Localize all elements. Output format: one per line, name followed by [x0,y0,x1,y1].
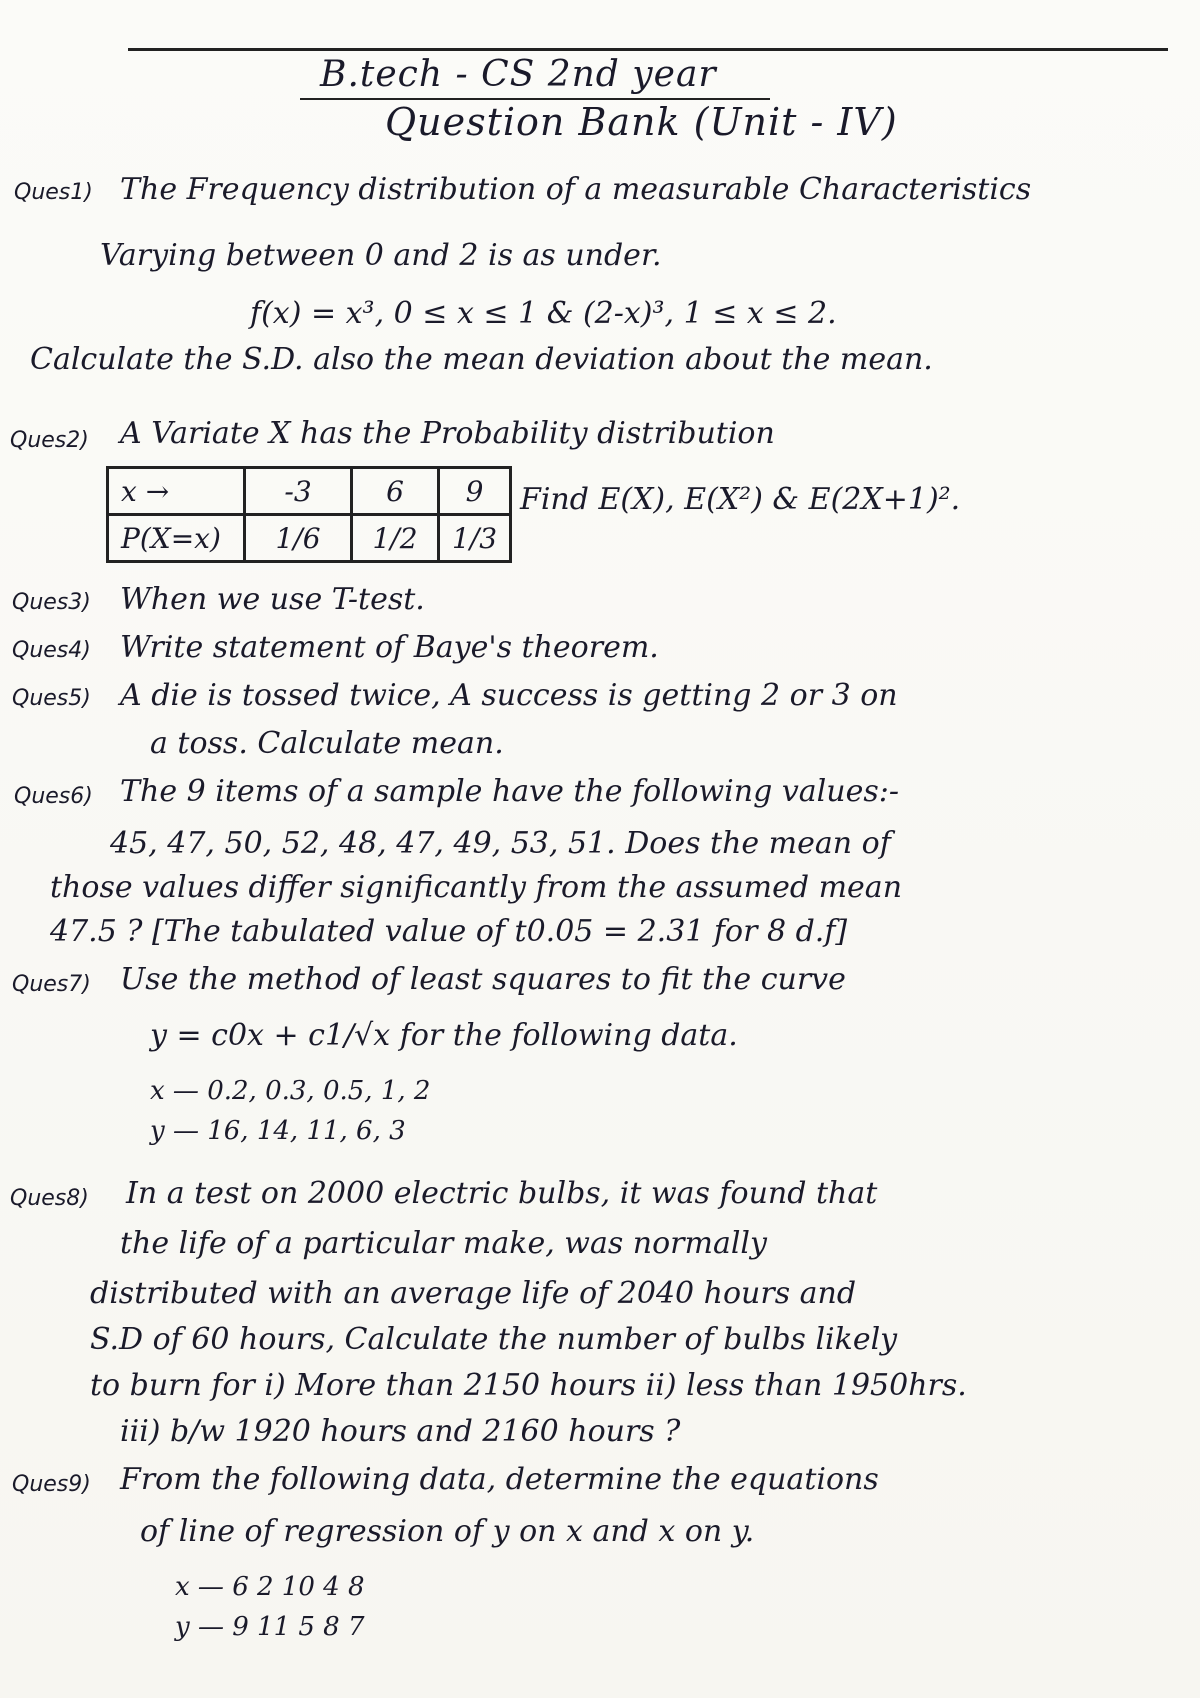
question-label: Ques3) [12,590,91,615]
probability-table [106,466,512,563]
table-cell: -3 [245,468,352,515]
question-text: iii) b/w 1920 hours and 2160 hours ? [120,1414,681,1449]
question-text: 47.5 ? [The tabulated value of t0.05 = 2.31 for 8 d.f] [50,914,848,949]
data-row-y: y — 9 11 5 8 7 [175,1612,365,1642]
question-text: of line of regression of y on x and x on y. [140,1514,755,1549]
question-label: Ques8) [10,1186,89,1211]
table-cell: x → [108,468,245,515]
question-text: The 9 items of a sample have the following values:- [120,774,899,809]
data-row-x: x — 6 2 10 4 8 [175,1572,365,1602]
question-formula: f(x) = x³, 0 ≤ x ≤ 1 & (2-x)³, 1 ≤ x ≤ 2. [250,296,837,331]
question-text: In a test on 2000 electric bulbs, it was found that [126,1176,878,1211]
question-values: 45, 47, 50, 52, 48, 47, 49, 53, 51. Does the mean of [110,826,891,861]
table-cell: P(X=x) [108,515,245,562]
question-text: the life of a particular make, was normally [120,1226,767,1261]
question-text: those values differ significantly from the assumed mean [50,870,903,905]
question-text: Find E(X), E(X²) & E(2X+1)². [520,482,961,517]
question-text: a toss. Calculate mean. [150,726,504,761]
question-label: Ques5) [12,686,91,711]
table-cell: 1/3 [439,515,511,562]
table-cell: 6 [352,468,439,515]
table-cell: 1/2 [352,515,439,562]
question-text: From the following data, determine the equations [120,1462,879,1497]
question-text: A Variate X has the Probability distribution [120,416,775,451]
question-label: Ques2) [10,428,89,453]
question-text: The Frequency distribution of a measurable Characteristics [120,172,1032,207]
question-text: Calculate the S.D. also the mean deviation about the mean. [30,342,933,377]
question-label: Ques1) [14,180,93,205]
question-text: S.D of 60 hours, Calculate the number of bulbs likely [90,1322,898,1357]
course-heading: B.tech - CS 2nd year [320,54,717,95]
question-text: A die is tossed twice, A success is getting 2 or 3 on [120,678,898,713]
data-row-x: x — 0.2, 0.3, 0.5, 1, 2 [150,1076,431,1106]
question-formula: y = c0x + c1/√x for the following data. [150,1018,738,1053]
question-text: to burn for i) More than 2150 hours ii) less than 1950hrs. [90,1368,967,1403]
question-text: distributed with an average life of 2040 hours and [90,1276,857,1311]
question-label: Ques7) [12,972,91,997]
table-row [108,468,511,515]
top-rule [128,48,1168,51]
question-text: Write statement of Baye's theorem. [120,630,659,665]
table-cell: 1/6 [245,515,352,562]
question-text: Varying between 0 and 2 is as under. [100,238,662,273]
question-text: Use the method of least squares to fit the curve [120,962,846,997]
data-row-y: y — 16, 14, 11, 6, 3 [150,1116,406,1146]
table-cell: 9 [439,468,511,515]
question-label: Ques9) [12,1472,91,1497]
question-text: When we use T-test. [120,582,425,617]
question-label: Ques4) [12,638,91,663]
table-row [108,515,511,562]
page-title: Question Bank (Unit - IV) [385,100,898,144]
question-label: Ques6) [14,784,93,809]
